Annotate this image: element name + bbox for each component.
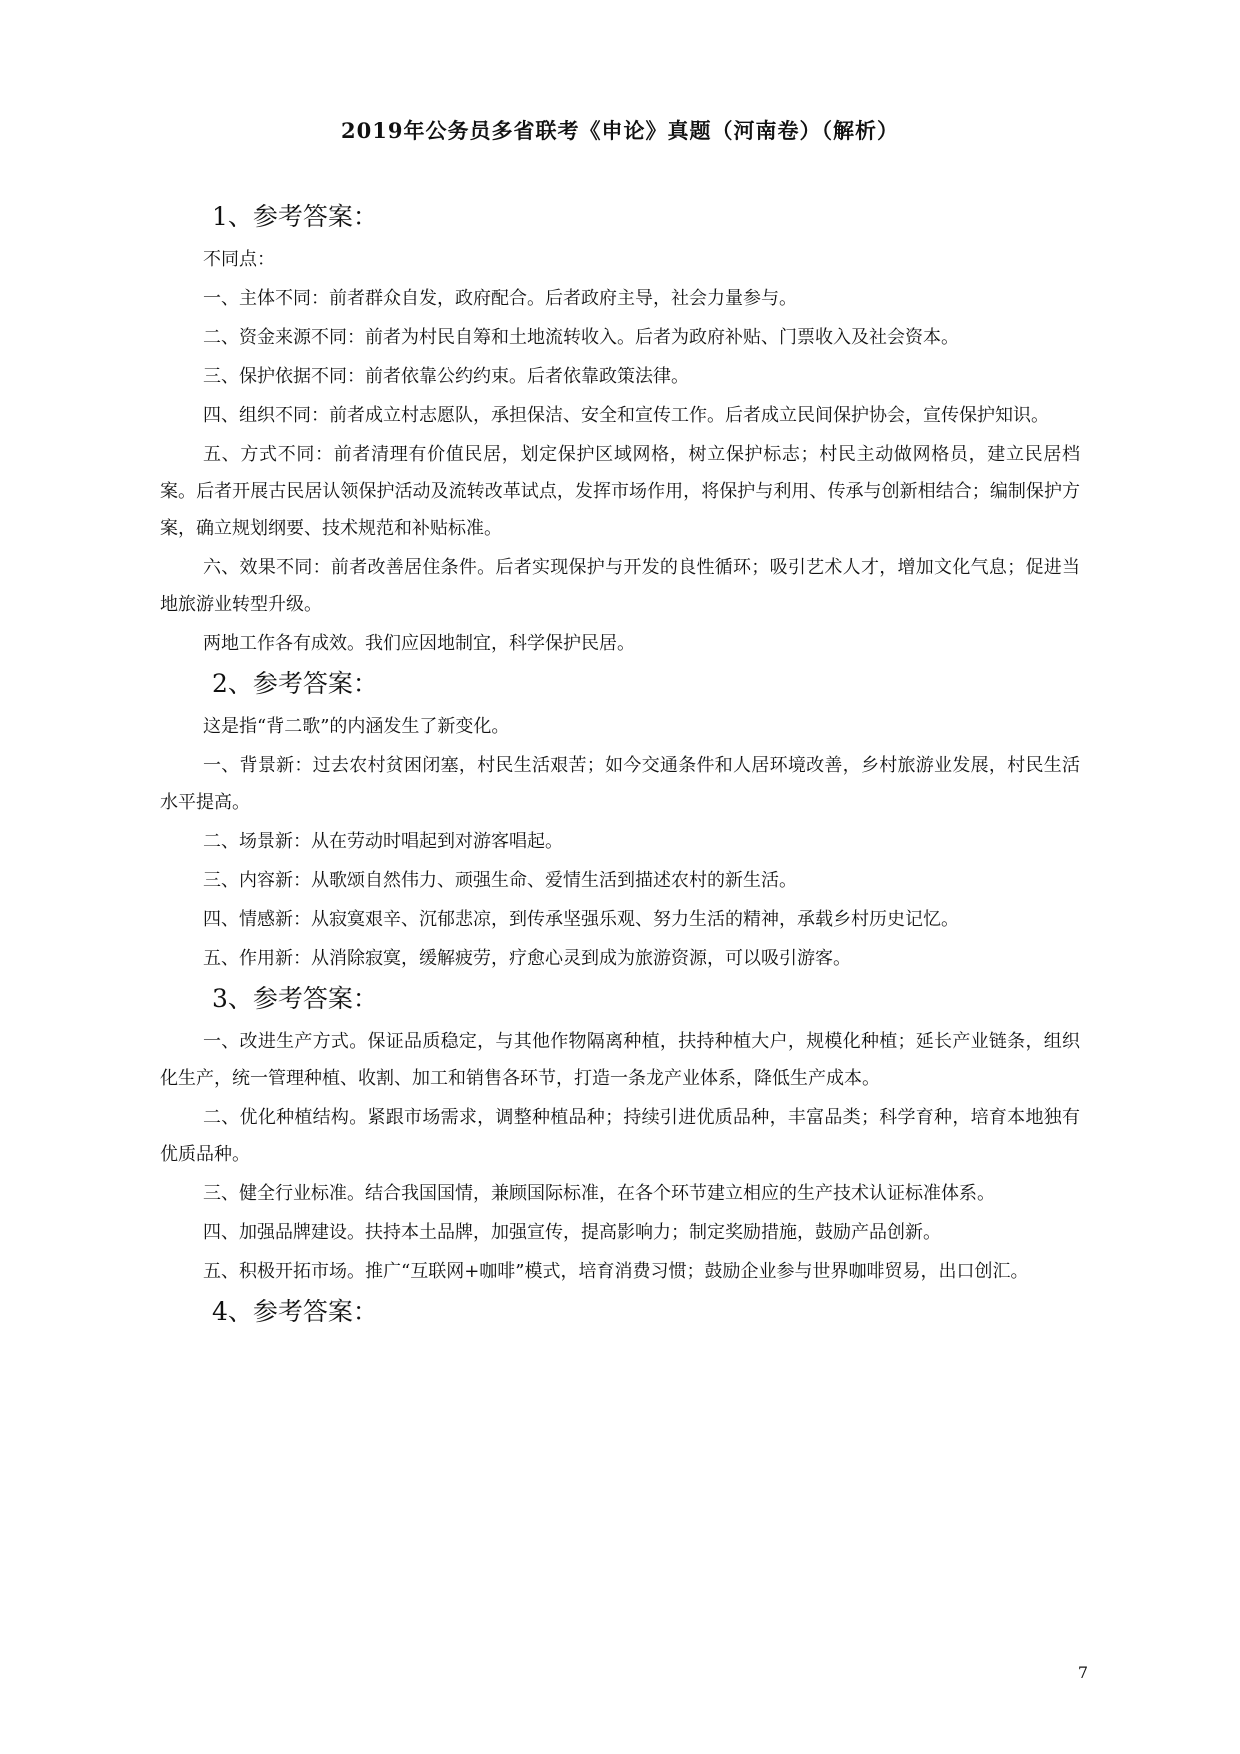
section-heading: 4、参考答案： [212,1297,378,1326]
answer-section [160,979,1080,1290]
answer-paragraph: 一、主体不同：前者群众自发，政府配合。后者政府主导，社会力量参与。 [203,288,797,309]
answer-paragraph: 一、背景新：过去农村贫困闭塞，村民生活艰苦；如今交通条件和人居环境改善，乡村旅游业发展，村民生活水平提高。 [160,755,1080,813]
answer-paragraph: 五、积极开拓市场。推广“互联网+咖啡”模式，培育消费习惯；鼓励企业参与世界咖啡贸易，出口创汇。 [203,1261,1029,1282]
answer-paragraph: 二、场景新：从在劳动时唱起到对游客唱起。 [203,831,563,852]
answer-paragraph: 三、保护依据不同：前者依靠公约约束。后者依靠政策法律。 [203,366,689,387]
answer-section [160,1292,1080,1332]
answer-paragraph: 两地工作各有成效。我们应因地制宜，科学保护民居。 [203,633,635,654]
document-title: 2019年公务员多省联考《申论》真题（河南卷）（解析） [341,118,899,143]
answer-section [160,197,1080,662]
answer-paragraph: 这是指“背二歌”的内涵发生了新变化。 [203,716,510,737]
answer-paragraph: 四、加强品牌建设。扶持本土品牌，加强宣传，提高影响力；制定奖励措施，鼓励产品创新。 [203,1222,941,1243]
answer-paragraph: 二、优化种植结构。紧跟市场需求，调整种植品种；持续引进优质品种，丰富品类；科学育种，培育本地独有优质品种。 [160,1107,1080,1165]
answer-paragraph: 四、组织不同：前者成立村志愿队，承担保洁、安全和宣传工作。后者成立民间保护协会，宣传保护知识。 [203,405,1049,426]
answer-paragraph: 三、健全行业标准。结合我国国情，兼顾国际标准，在各个环节建立相应的生产技术认证标准体系。 [203,1183,995,1204]
answer-paragraph: 三、内容新：从歌颂自然伟力、顽强生命、爱情生活到描述农村的新生活。 [203,870,797,891]
answer-content [160,197,1080,1336]
section-heading: 2、参考答案： [212,669,378,698]
answer-paragraph: 六、效果不同：前者改善居住条件。后者实现保护与开发的良性循环；吸引艺术人才，增加文化气息；促进当地旅游业转型升级。 [160,557,1080,615]
answer-paragraph: 四、情感新：从寂寞艰辛、沉郁悲凉，到传承坚强乐观、努力生活的精神，承载乡村历史记忆。 [203,909,959,930]
section-heading: 3、参考答案： [212,984,378,1013]
answer-section [160,664,1080,977]
section-heading: 1、参考答案： [212,202,378,231]
answer-paragraph: 五、方式不同：前者清理有价值民居，划定保护区域网格，树立保护标志；村民主动做网格员，建立民居档案。后者开展古民居认领保护活动及流转改革试点，发挥市场作用，将保护与利用、传承与创新相结合；编制保护方案，确立规划纲要、技术规范和补贴标准。 [160,444,1080,539]
answer-paragraph: 五、作用新：从消除寂寞，缓解疲劳，疗愈心灵到成为旅游资源，可以吸引游客。 [203,948,851,969]
answer-paragraph: 不同点： [203,249,275,270]
answer-paragraph: 二、资金来源不同：前者为村民自筹和土地流转收入。后者为政府补贴、门票收入及社会资本。 [203,327,959,348]
page-number: 7 [1077,1663,1088,1682]
answer-paragraph: 一、改进生产方式。保证品质稳定，与其他作物隔离种植，扶持种植大户，规模化种植；延长产业链条，组织化生产，统一管理种植、收割、加工和销售各环节，打造一条龙产业体系，降低生产成本。 [160,1031,1080,1089]
